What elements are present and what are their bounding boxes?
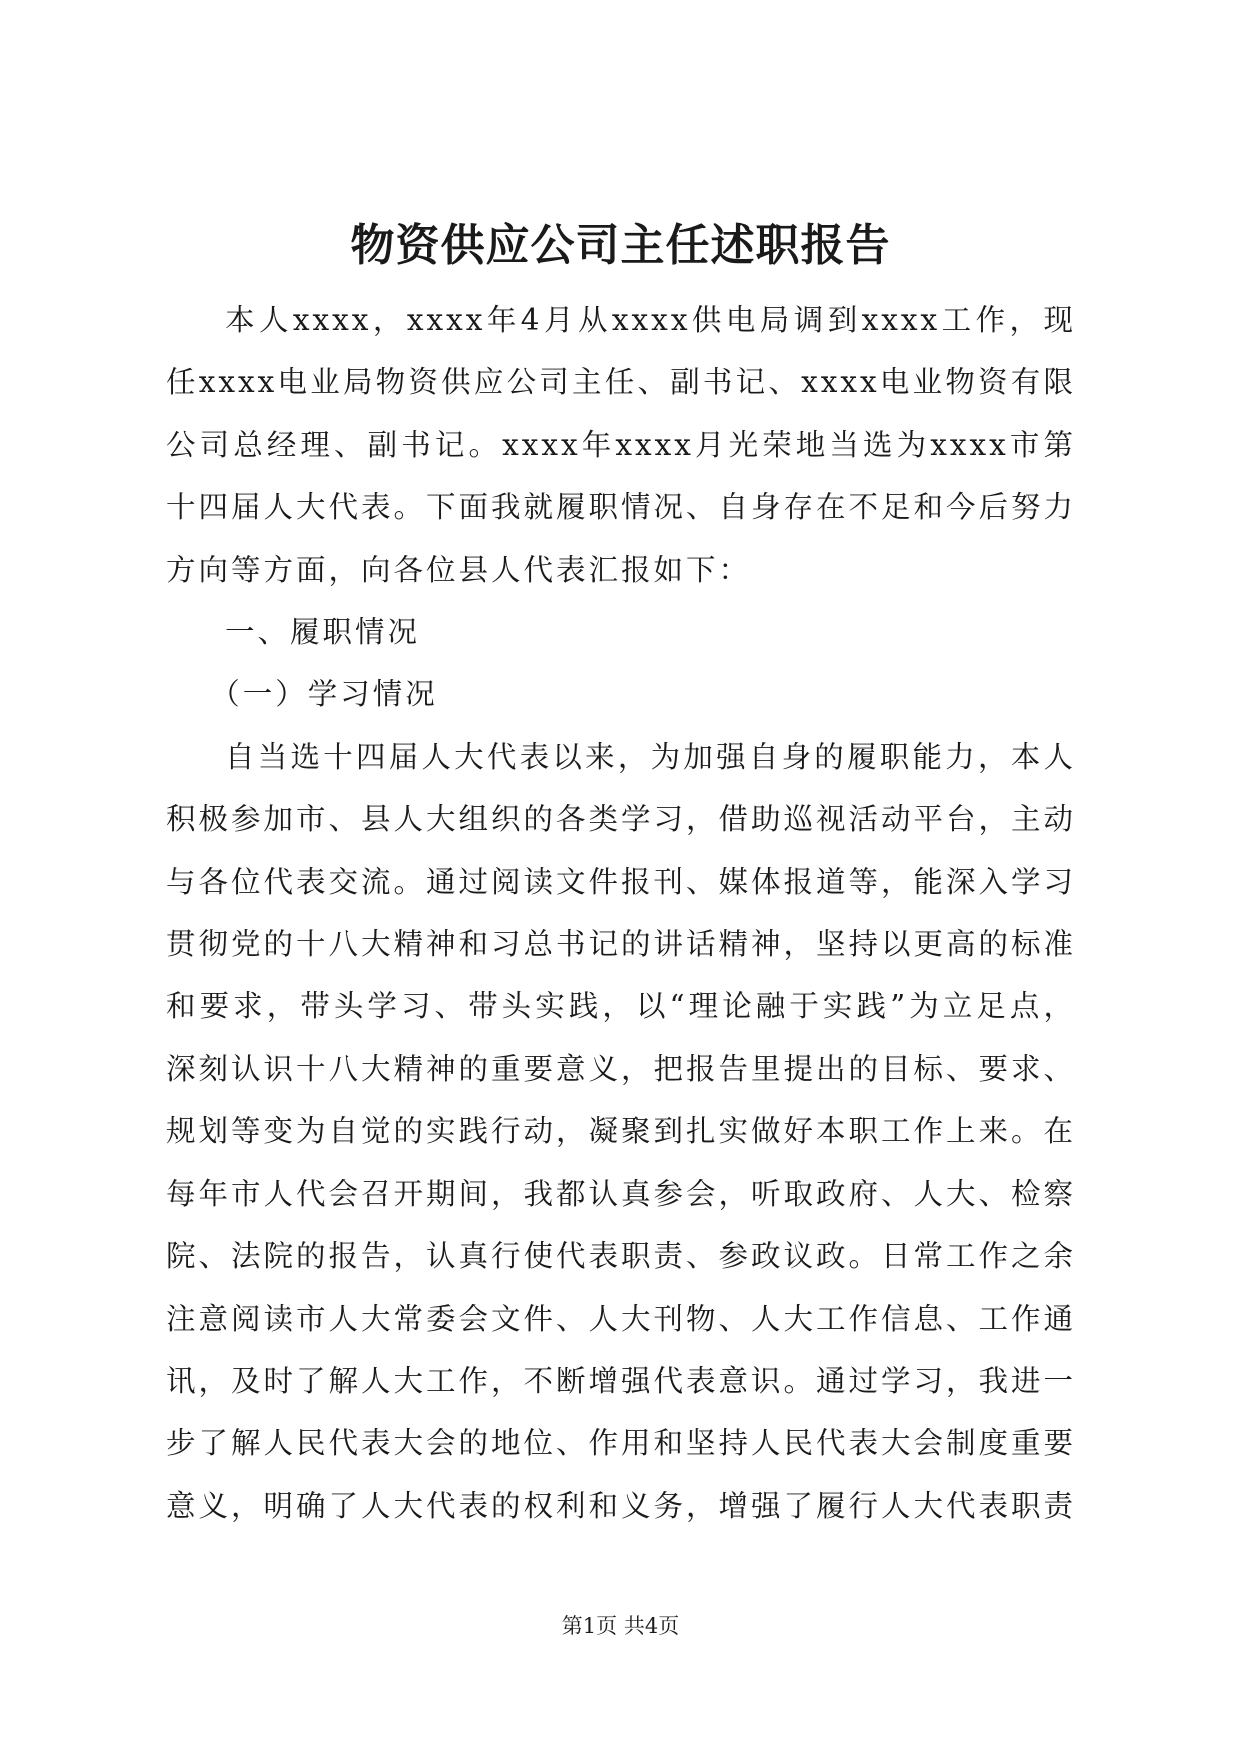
document-title: 物资供应公司主任述职报告 — [350, 220, 891, 271]
document-body — [166, 289, 1076, 1537]
page-footer: 第1页 共4页 — [561, 1614, 680, 1638]
subsection-heading: （一）学习情况 — [210, 677, 438, 712]
intro-paragraph: 本人xxxx，xxxx年4月从xxxx供电局调到xxxx工作，现任xxxx电业局物资供应公司主任、副书记、xxxx电业物资有限公司总经理、副书记。xxxx年xxxx月光荣地当选为xxxx市第十四届人大代表。下面我就履职情况、自身存在不足和今后努力方向等方面，向各位县人代表汇报如下： — [166, 303, 1077, 587]
study-paragraph: 自当选十四届人大代表以来，为加强自身的履职能力，本人积极参加市、县人大组织的各类学习，借助巡视活动平台，主动与各位代表交流。通过阅读文件报刊、媒体报道等，能深入学习贯彻党的十八大精神和习总书记的讲话精神，坚持以更高的标准和要求，带头学习、带头实践，以“理论融于实践”为立足点，深刻认识十八大精神的重要意义，把报告里提出的目标、要求、规划等变为自觉的实践行动，凝聚到扎实做好本职工作上来。在每年市人代会召开期间，我都认真参会，听取政府、人大、检察院、法院的报告，认真行使代表职责、参政议政。日常工作之余注意阅读市人大常委会文件、人大刊物、人大工作信息、工作通讯，及时了解人大工作，不断增强代表意识。通过学习，我进一步了解人民代表大会的地位、作用和坚持人民代表大会制度重要意义，明确了人大代表的权利和义务，增强了履行人大代表职责 — [166, 739, 1077, 1523]
section-heading: 一、履职情况 — [225, 615, 421, 650]
